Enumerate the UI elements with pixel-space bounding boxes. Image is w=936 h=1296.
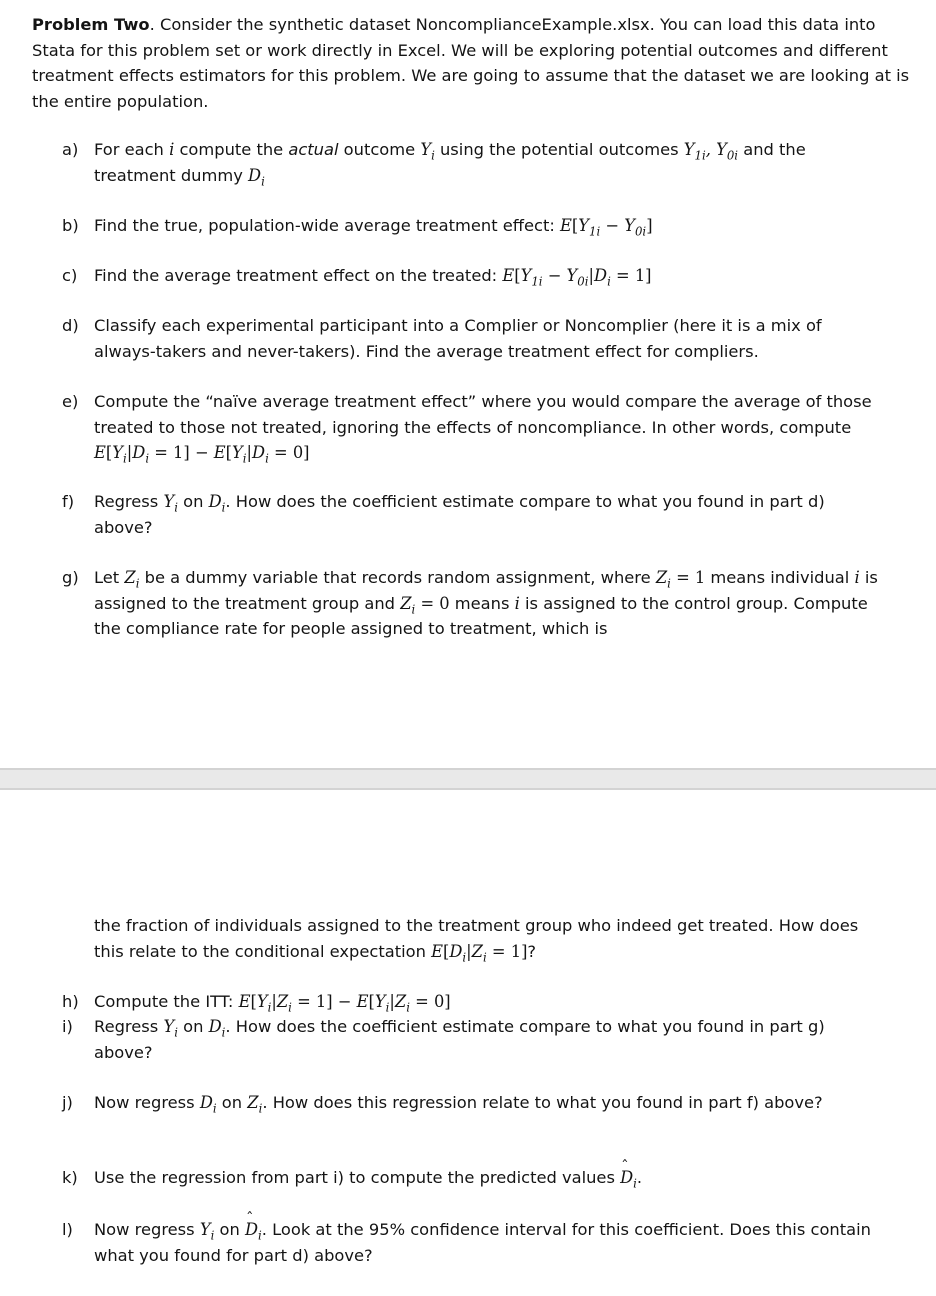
item-l: [62, 1217, 882, 1268]
item-text: Let $Z_i$ be a dummy variable that records random assignment, where $Z_i = 1$ means individual i is assigned to the treatment group and $Z_i = 0$ means i is assigned to the control group. Compute the compliance rate for people assigned to treatment, which is: [94, 568, 878, 638]
item-label: i): [62, 1017, 73, 1036]
item-c: [62, 263, 882, 289]
item-text: Find the average treatment effect on the treated: $E[Y_{1i} - Y_{0i}|D_i = 1]$: [94, 266, 652, 289]
item-label: j): [62, 1093, 73, 1112]
item-d: [62, 313, 882, 364]
item-label: g): [62, 568, 79, 587]
problem-title: Problem Two: [32, 15, 150, 34]
item-label: e): [62, 392, 79, 411]
item-label: h): [62, 992, 79, 1011]
item-label: l): [62, 1220, 73, 1239]
item-label: a): [62, 140, 79, 159]
item-h: [62, 989, 882, 1015]
item-text: Compute the ITT: $E[Y_i|Z_i = 1] - E[Y_i|Z_i = 0]$: [94, 992, 451, 1015]
item-label: c): [62, 266, 78, 285]
item-f: [62, 489, 882, 540]
item-text: Now regress $Y_i$ on ˆ $D_i$. Look at the 95% confidence interval for this coefficient. Does this contain what you found for part d) above?: [94, 1217, 882, 1268]
item-text: Use the regression from part i) to compute the predicted values ˆ $D_i$.: [94, 1165, 882, 1191]
item-k: [62, 1165, 882, 1191]
item-text: Now regress $D_i$ on $Z_i$. How does this regression relate to what you found in part f) above?: [94, 1093, 823, 1116]
intro-paragraph: [32, 12, 912, 114]
item-text: For each i compute the actual outcome $Y_i$ using the potential outcomes $Y_{1i}$, $Y_{0i}$ and the treatment dummy $D_i$: [94, 140, 806, 188]
item-text: Compute the “naïve average treatment effect” where you would compare the average of those treated to those not treated, ignoring the effects of noncompliance. In other words, compute $E[Y_i|D_i = 1] - E[Y_i|D_i = 0]$: [94, 392, 872, 466]
item-text: Regress $Y_i$ on $D_i$. How does the coefficient estimate compare to what you found in part g) above?: [94, 1017, 825, 1062]
item-b: [62, 213, 882, 239]
item-label: d): [62, 316, 79, 335]
item-text: Classify each experimental participant into a Complier or Noncomplier (here it is a mix of always-takers and never-takers). Find the average treatment effect for compliers.: [94, 316, 822, 361]
item-label: f): [62, 492, 75, 511]
page-break: [0, 768, 936, 790]
item-i: [62, 1014, 882, 1065]
item-text: Regress $Y_i$ on $D_i$. How does the coefficient estimate compare to what you found in part d) above?: [94, 492, 825, 537]
intro-text: . Consider the synthetic dataset NoncomplianceExample.xlsx. You can load this data into Stata for this problem set or work directly in Excel. We will be exploring potential outcomes and different treatment effects estimators for this problem. We are going to assume that the dataset we are looking at is the entire population.: [32, 15, 910, 111]
item-a: [62, 137, 882, 188]
item-g: [62, 565, 882, 642]
item-g-continued: the fraction of individuals assigned to the treatment group who indeed get treated. How does this relate to the conditional expectation $E[D_i|Z_i = 1]$?: [94, 916, 859, 964]
item-label: b): [62, 216, 79, 235]
item-label: k): [62, 1168, 78, 1187]
item-j: [62, 1090, 882, 1116]
item-text: Find the true, population-wide average treatment effect: $E[Y_{1i} - Y_{0i}]$: [94, 216, 653, 239]
item-e: [62, 389, 882, 466]
